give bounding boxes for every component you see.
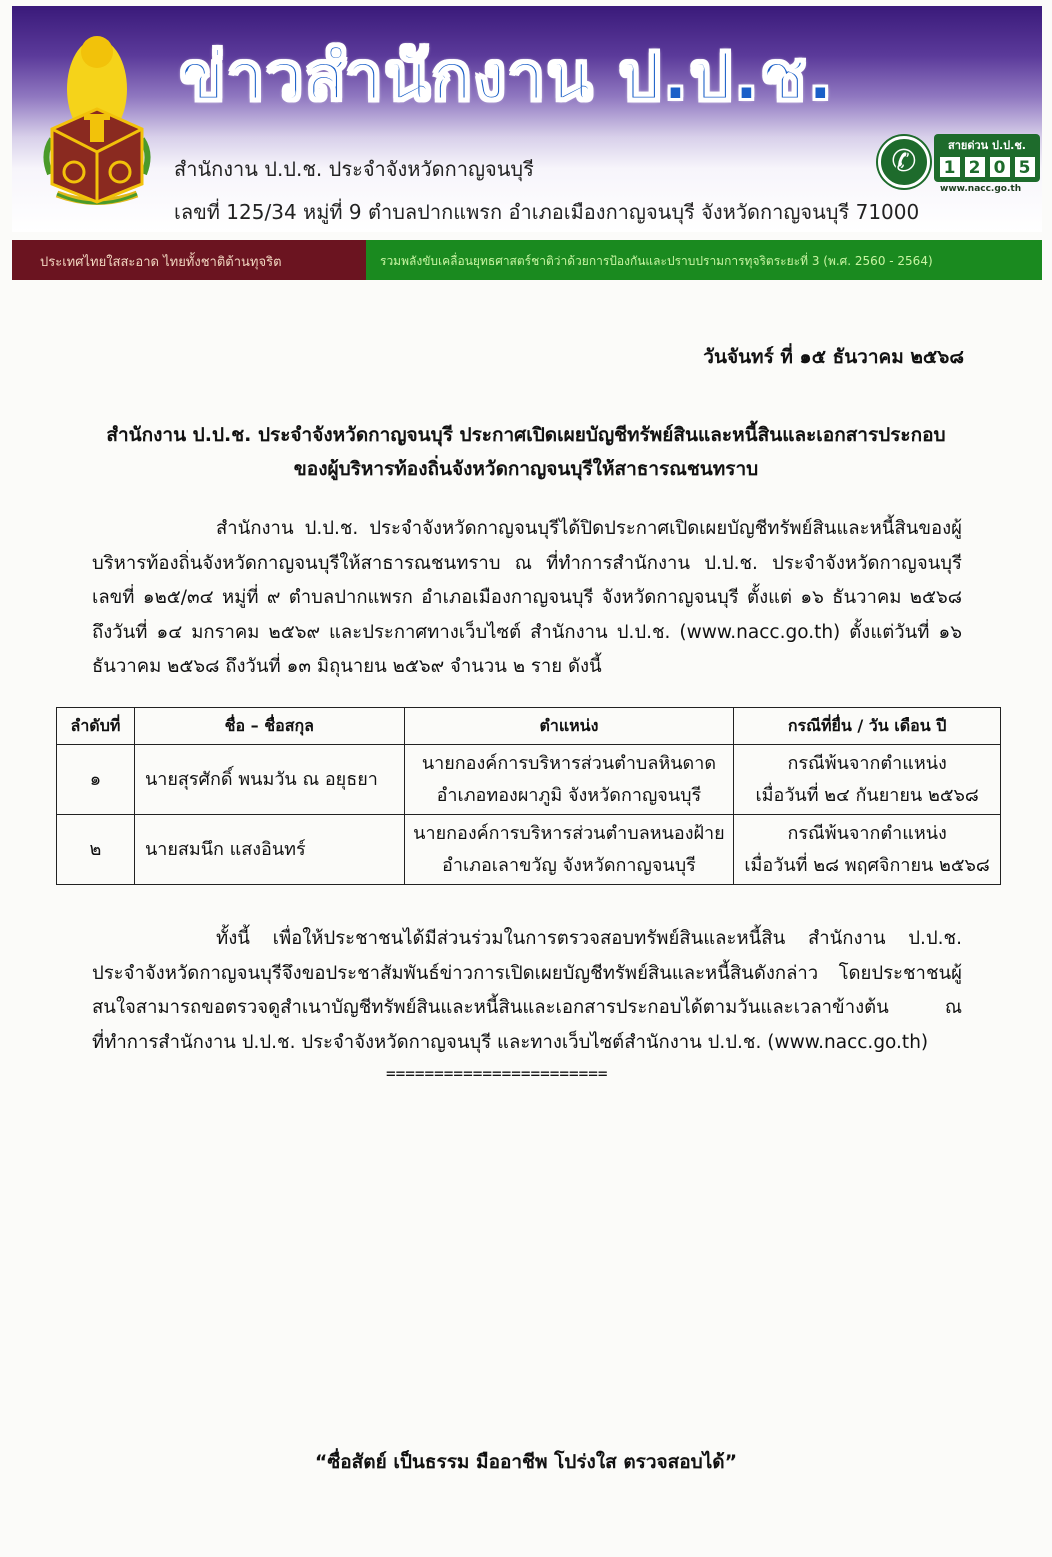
document-date: วันจันทร์ ที่ ๑๕ ธันวาคม ๒๕๖๘ <box>703 346 964 368</box>
headline-line-2: ของผู้บริหารท้องถิ่นจังหวัดกาญจนบุรีให้สาธารณชนทราบ <box>293 458 759 480</box>
position-line-2: อำเภอเลาขวัญ จังหวัดกาญจนบุรี <box>442 854 696 876</box>
office-address: เลขที่ 125/34 หมู่ที่ 9 ตำบลปากแพรก อำเภอเมืองกาญจนบุรี จังหวัดกาญจนบุรี 71000 <box>174 200 920 224</box>
column-header-name: ชื่อ – ชื่อสกุล <box>134 708 404 745</box>
position-line-1: นายกองค์การบริหารส่วนตำบลหินดาด <box>421 752 717 774</box>
cell-case-date <box>734 815 1001 885</box>
case-line-1: กรณีพ้นจากตำแหน่ง <box>787 822 947 844</box>
banner-right-slogan: รวมพลังขับเคลื่อนยุทธศาสตร์ชาติว่าด้วยการป้องกันและปราบปรามการทุจริตระยะที่ 3 (พ.ศ. 2560 - 2564) <box>366 240 1042 280</box>
body-paragraph-1 <box>92 512 962 685</box>
hotline-box <box>934 134 1040 182</box>
cell-position <box>404 815 734 885</box>
asset-disclosure-table <box>56 707 1001 885</box>
table-row <box>57 745 1001 815</box>
case-line-1: กรณีพ้นจากตำแหน่ง <box>787 752 947 774</box>
table-row <box>57 815 1001 885</box>
slogan-banner <box>12 240 1042 280</box>
hotline-digit: 5 <box>1014 156 1036 178</box>
cell-no: ๑ <box>57 745 135 815</box>
position-line-2: อำเภอทองผาภูมิ จังหวัดกาญจนบุรี <box>436 784 702 806</box>
cell-no: ๒ <box>57 815 135 885</box>
hotline-digit: 0 <box>989 156 1011 178</box>
hotline-url: www.nacc.go.th <box>940 184 1022 194</box>
case-line-2: เมื่อวันที่ ๒๔ กันยายน ๒๕๖๘ <box>755 784 979 806</box>
newsletter-header <box>12 6 1042 232</box>
column-header-no: ลำดับที่ <box>57 708 135 745</box>
position-line-1: นายกองค์การบริหารส่วนตำบลหนองฝ้าย <box>413 822 725 844</box>
cell-case-date <box>734 745 1001 815</box>
section-divider: ======================= <box>386 1064 608 1083</box>
motto: “ซื่อสัตย์ เป็นธรรม มืออาชีพ โปร่งใส ตรวจสอบได้” <box>314 1451 738 1473</box>
hotline-badge <box>878 134 1048 200</box>
paragraph-2-text: ทั้งนี้ เพื่อให้ประชาชนได้มีส่วนร่วมในการตรวจสอบทรัพย์สินและหนี้สิน สำนักงาน ป.ป.ช. ประจำจังหวัดกาญจนบุรีจึงขอประชาสัมพันธ์ข่าวการเปิดเผยบัญชีทรัพย์สินและหนี้สินดังกล่าว โดยประชาชนผู้สนใจสามารถขอตรวจดูสำเนาบัญชีทรัพย์สินและหนี้สินและเอกสารประกอบได้ตามวันและเวลาข้างต้น ณ ที่ทำการสำนักงาน ป.ป.ช. ประจำจังหวัดกาญจนบุรี และทางเว็บไซต์สำนักงาน ป.ป.ช. (www.nacc.go.th) <box>92 928 962 1053</box>
column-header-case-date: กรณีที่ยื่น / วัน เดือน ปี <box>734 708 1001 745</box>
cell-name: นายสมนึก แสงอินทร์ <box>134 815 404 885</box>
headline-line-1: สำนักงาน ป.ป.ช. ประจำจังหวัดกาญจนบุรี ประกาศเปิดเผยบัญชีทรัพย์สินและหนี้สินและเอกสารประกอบ <box>106 424 946 446</box>
hotline-digit: 2 <box>964 156 986 178</box>
hotline-number <box>938 156 1036 178</box>
case-line-2: เมื่อวันที่ ๒๘ พฤศจิกายน ๒๕๖๘ <box>744 854 990 876</box>
hotline-digit: 1 <box>939 156 961 178</box>
body-paragraph-2 <box>92 922 962 1060</box>
nacc-emblem-icon <box>32 34 162 209</box>
table-header-row <box>57 708 1001 745</box>
paragraph-1-text: สำนักงาน ป.ป.ช. ประจำจังหวัดกาญจนบุรีได้ปิดประกาศเปิดเผยบัญชีทรัพย์สินและหนี้สินของผู้บริหารท้องถิ่นจังหวัดกาญจนบุรีให้สาธารณชนทราบ ณ ที่ทำการสำนักงาน ป.ป.ช. ประจำจังหวัดกาญจนบุรี เลขที่ ๑๒๕/๓๔ หมู่ที่ ๙ ตำบลปากแพรก อำเภอเมืองกาญจนบุรี จังหวัดกาญจนบุรี ตั้งแต่ ๑๖ ธันวาคม ๒๕๖๘ ถึงวันที่ ๑๔ มกราคม ๒๕๖๙ และประกาศทางเว็บไซต์ สำนักงาน ป.ป.ช. (www.nacc.go.th) ตั้งแต่วันที่ ๑๖ ธันวาคม ๒๕๖๘ ถึงวันที่ ๑๓ มิถุนายน ๒๕๖๙ จำนวน ๒ ราย ดังนี้ <box>92 518 962 677</box>
phone-icon: ✆ <box>878 136 930 188</box>
office-name: สำนักงาน ป.ป.ช. ประจำจังหวัดกาญจนบุรี <box>174 157 534 181</box>
banner-left-slogan: ประเทศไทยใสสะอาด ไทยทั้งชาติต้านทุจริต <box>12 240 366 280</box>
hotline-label: สายด่วน ป.ป.ช. <box>948 139 1026 152</box>
cell-name: นายสุรศักดิ์ พนมวัน ณ อยุธยา <box>134 745 404 815</box>
cell-position <box>404 745 734 815</box>
newsletter-title: ข่าวสำนักงาน ป.ป.ช. <box>180 38 835 115</box>
column-header-position: ตำแหน่ง <box>404 708 734 745</box>
document-headline <box>60 418 992 486</box>
